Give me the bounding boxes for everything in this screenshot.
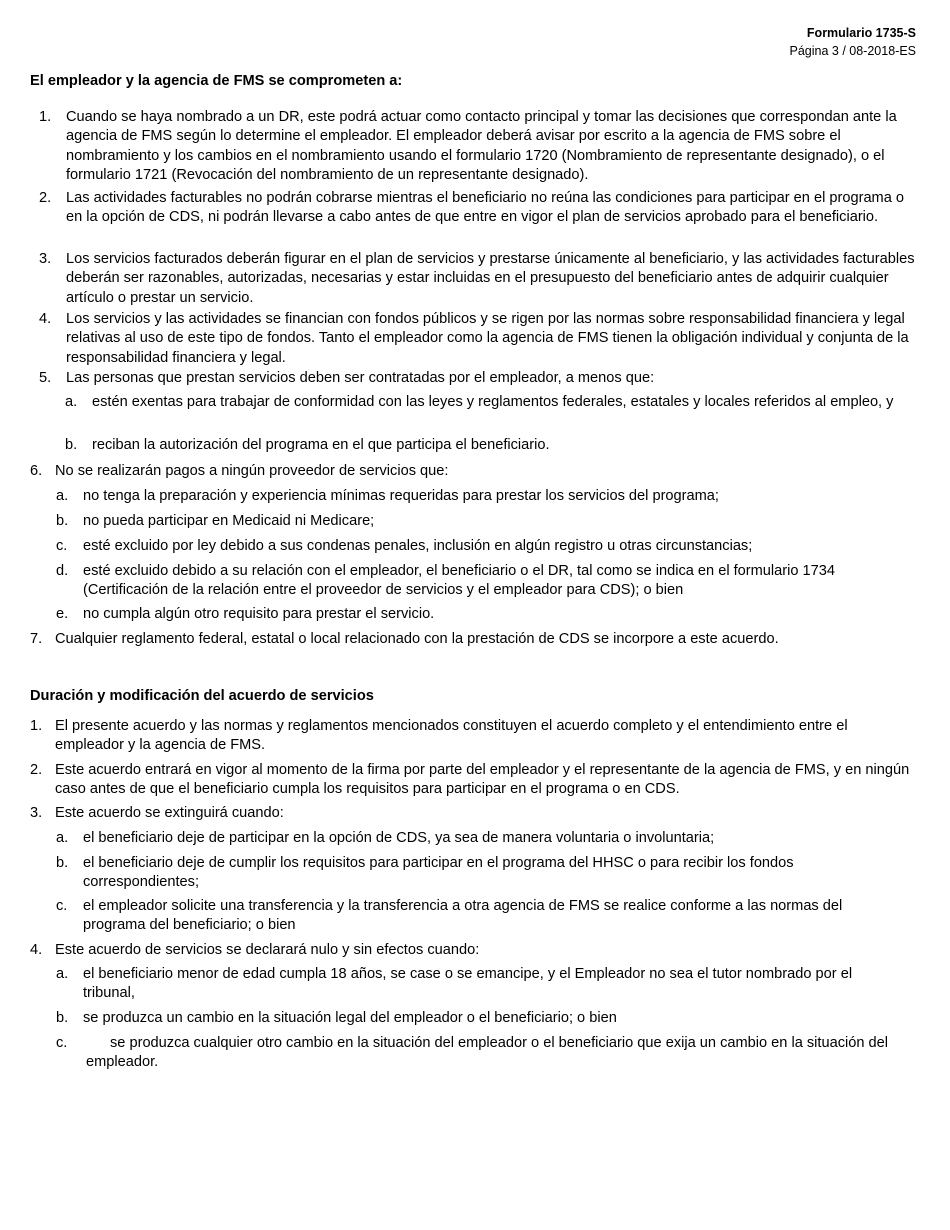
list-text: Cualquier reglamento federal, estatal o local relacionado con la prestación de CDS se incorpore a este acuerdo. — [55, 631, 779, 647]
list-text: Las personas que prestan servicios deben ser contratadas por el empleador, a menos que: — [66, 370, 655, 386]
sub-list-letter: c. — [56, 1035, 68, 1051]
sub-list-text: se produzca un cambio en la situación legal del empleador o el beneficiario; o bien — [83, 1010, 617, 1026]
sub-list-text: estén exentas para trabajar de conformidad con las leyes y reglamentos federales, estatales y locales referidos al empleo, y — [92, 394, 894, 410]
form-number: Formulario 1735-S — [806, 26, 916, 40]
list-item — [30, 941, 915, 960]
list-number: 3. — [30, 805, 43, 821]
list-text: No se realizarán pagos a ningún proveedor de servicios que: — [55, 463, 449, 479]
sub-list-item — [56, 854, 896, 893]
list-number: 1. — [39, 109, 52, 125]
list-item — [39, 310, 919, 368]
list-item — [30, 804, 915, 823]
list-number: 3. — [39, 251, 52, 267]
sub-list-letter: b. — [56, 1010, 69, 1026]
sub-list-letter: b. — [56, 855, 69, 871]
list-text: El presente acuerdo y las normas y reglamentos mencionados constituyen el acuerdo completo y el entendimiento entre el empleador y la agencia de FMS. — [55, 718, 848, 754]
sub-list-text: esté excluido debido a su relación con el empleador, el beneficiario o el DR, tal como se indica en el formulario 1734 (Certificación de la relación entre el proveedor de servicios y el empleador para CDS); o bien — [83, 563, 836, 599]
list-number: 4. — [30, 942, 43, 958]
sub-list-text: reciban la autorización del programa en el que participa el beneficiario. — [92, 437, 550, 453]
sub-list-letter: d. — [56, 563, 69, 579]
sub-list-item — [56, 562, 891, 601]
sub-list-item — [56, 605, 891, 624]
sub-list-text: el empleador solicite una transferencia y la transferencia a otra agencia de FMS se realice conforme a las normas del programa del beneficiario; o bien — [83, 898, 843, 934]
sub-list-item — [56, 1034, 911, 1073]
sub-list-text: el beneficiario deje de participar en la opción de CDS, ya sea de manera voluntaria o involuntaria; — [83, 830, 715, 846]
sub-list-item — [56, 512, 891, 531]
sub-list-text: el beneficiario menor de edad cumpla 18 años, se case o se emancipe, y el Empleador no sea el tutor nombrado por el tribunal, — [83, 966, 853, 1002]
list-text: Este acuerdo de servicios se declarará nulo y sin efectos cuando: — [55, 942, 480, 958]
sub-list-item — [56, 487, 891, 506]
list-number: 7. — [30, 631, 43, 647]
sub-list-item — [56, 897, 896, 936]
sub-list-text: esté excluido por ley debido a sus condenas penales, inclusión en algún registro u otras circunstancias; — [83, 538, 753, 554]
sub-list-letter: a. — [56, 830, 69, 846]
sub-list-text: el beneficiario deje de cumplir los requisitos para participar en el programa del HHSC o para recibir los fondos correspondientes; — [83, 855, 794, 891]
page-info: Página 3 / 08-2018-ES — [789, 44, 916, 58]
sub-list-item — [56, 537, 891, 556]
list-text: Los servicios y las actividades se financian con fondos públicos y se rigen por las normas sobre responsabilidad financiera y legal relativas al uso de este tipo de fondos. Tanto el empleador como la agencia de FMS tienen la obligación individual y conjunta de la responsabilidad financiera y legal. — [66, 311, 909, 366]
sub-list-item — [56, 965, 906, 1004]
list-item — [39, 369, 919, 388]
list-item — [30, 761, 915, 800]
list-text: Los servicios facturados deberán figurar en el plan de servicios y prestarse únicamente al beneficiario, y las actividades facturables deberán ser razonables, autorizadas, necesarias y estar incluidas en el presupuesto del beneficiario antes de adquirir cualquier artículo o prestar un servicio. — [66, 251, 915, 306]
list-item — [30, 462, 920, 481]
sub-list-letter: a. — [65, 394, 78, 410]
list-text: Este acuerdo entrará en vigor al momento de la firma por parte del empleador y el representante de la agencia de FMS, y en ningún caso antes de que el beneficiario cumpla los requisitos para participar en el programa o en CDS. — [55, 762, 910, 798]
sub-list-item — [65, 436, 895, 455]
sub-list-letter: a. — [56, 488, 69, 504]
section-heading-duration: Duración y modificación del acuerdo de servicios — [30, 688, 374, 704]
list-item — [30, 717, 915, 756]
list-number: 2. — [30, 762, 43, 778]
sub-list-item — [56, 1009, 906, 1028]
list-number: 6. — [30, 463, 43, 479]
sub-list-item — [56, 829, 896, 848]
list-item — [39, 189, 919, 228]
list-item — [39, 250, 919, 308]
list-text: Cuando se haya nombrado a un DR, este podrá actuar como contacto principal y tomar las decisiones que correspondan ante la agencia de FMS según lo determine el empleador. El empleador deberá avisar por escrito a la agencia de FMS sobre el nombramiento y los cambios en el nombramiento usando el formulario 1720 (Nombramiento de representante designado), o el formulario 1721 (Revocación del nombramiento de un representante designado). — [66, 109, 897, 183]
sub-list-text: no cumpla algún otro requisito para prestar el servicio. — [83, 606, 435, 622]
sub-list-text: no tenga la preparación y experiencia mínimas requeridas para prestar los servicios del programa; — [83, 488, 719, 504]
sub-list-letter: c. — [56, 898, 68, 914]
sub-list-letter: c. — [56, 538, 68, 554]
section-heading-commitments: El empleador y la agencia de FMS se comprometen a: — [30, 73, 403, 89]
list-number: 4. — [39, 311, 52, 327]
sub-list-item — [65, 393, 895, 412]
list-text: Las actividades facturables no podrán cobrarse mientras el beneficiario no reúna las condiciones para participar en el programa o en la opción de CDS, ni podrán llevarse a cabo antes de que entre en vigor el plan de servicios aprobado para el beneficiario. — [66, 190, 905, 226]
sub-list-text: se produzca cualquier otro cambio en la situación del empleador o el beneficiario que exija un cambio en la situación del empleador. — [86, 1035, 888, 1071]
list-number: 1. — [30, 718, 43, 734]
sub-list-text: no pueda participar en Medicaid ni Medicare; — [83, 513, 375, 529]
sub-list-letter: b. — [65, 437, 78, 453]
sub-list-letter: a. — [56, 966, 69, 982]
list-item — [39, 108, 919, 185]
sub-list-letter: e. — [56, 606, 69, 622]
list-number: 5. — [39, 370, 52, 386]
list-text: Este acuerdo se extinguirá cuando: — [55, 805, 284, 821]
list-item — [30, 630, 920, 649]
sub-list-letter: b. — [56, 513, 69, 529]
list-number: 2. — [39, 190, 52, 206]
